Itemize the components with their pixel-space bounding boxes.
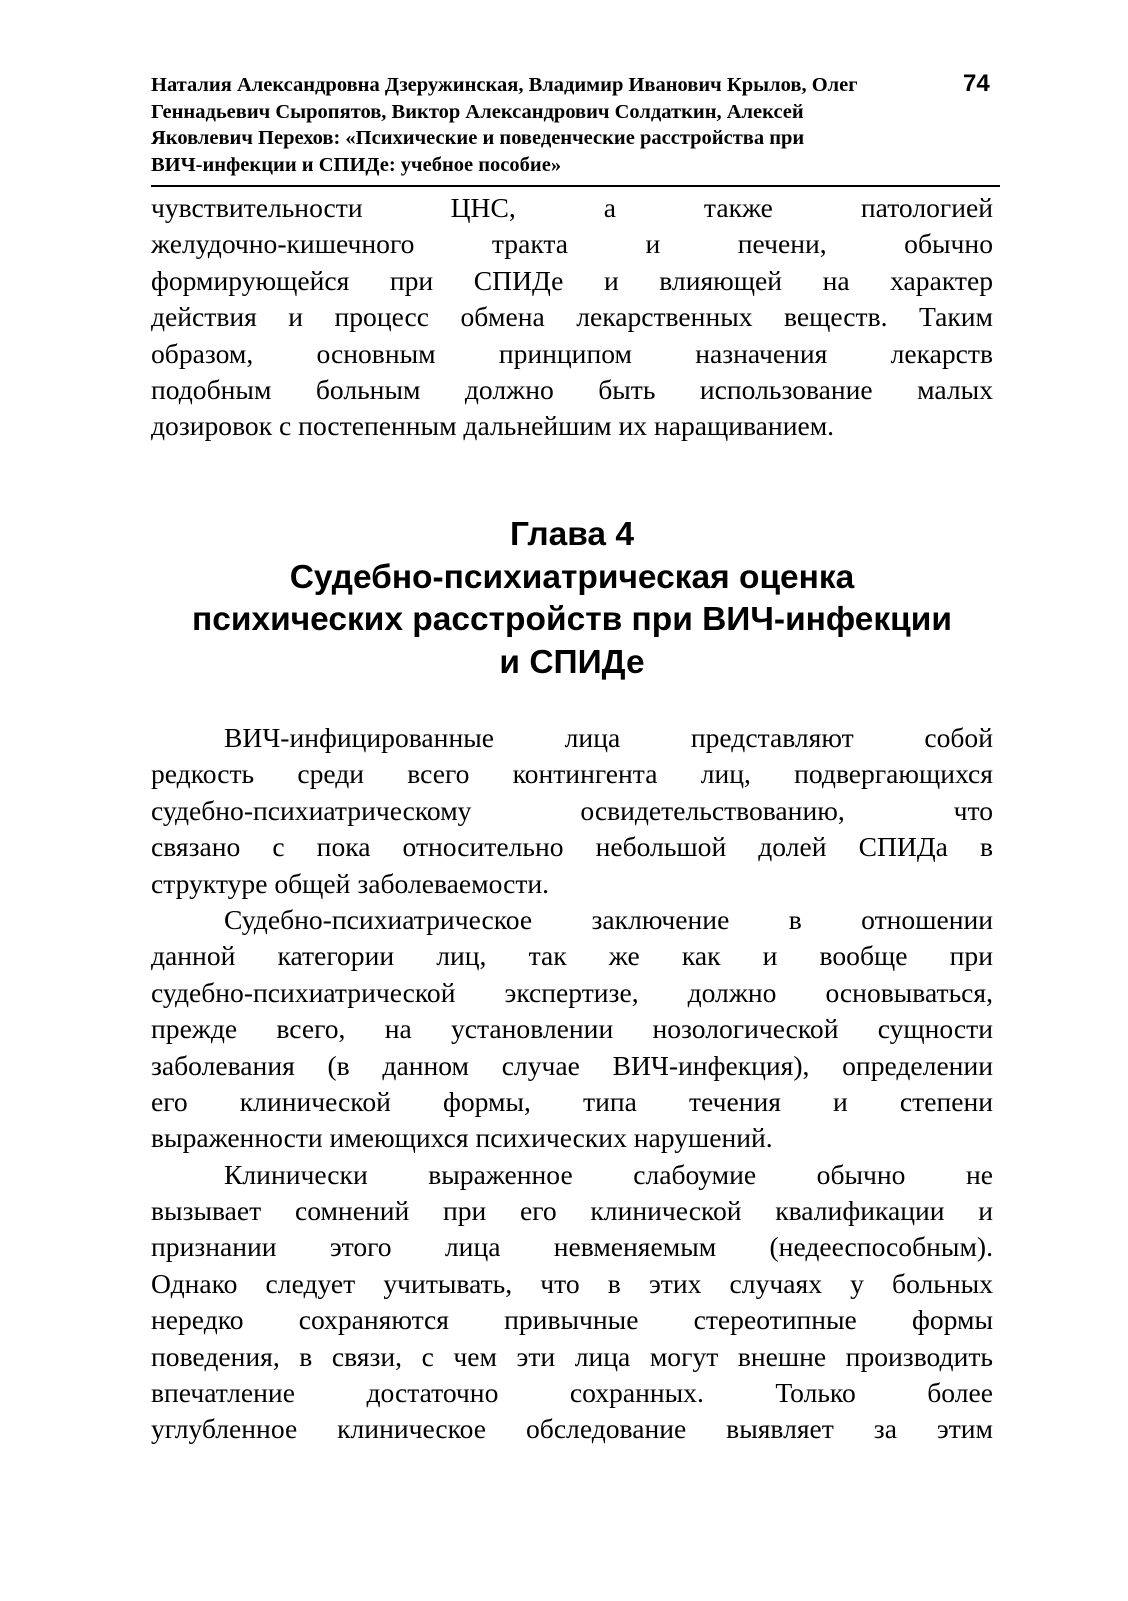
text-line: связано с пока относительно небольшой долей СПИДа в	[151, 831, 993, 863]
text-line: данной категории лиц, так же как и вообще при	[151, 940, 993, 972]
text-line: прежде всего, на установлении нозологической сущности	[151, 1013, 993, 1045]
text-line: признании этого лица невменяемым (недееспособным).	[151, 1231, 993, 1263]
text-line: ВИЧ-инфицированные лица представляют собой	[224, 722, 993, 753]
header-line: ВИЧ-инфекции и СПИДе: учебное пособие»	[151, 153, 562, 176]
chapter-title-line: и СПИДе	[499, 643, 645, 681]
text-line: подобным больным должно быть использование малых	[151, 373, 993, 405]
text-line: заболевания (в данном случае ВИЧ-инфекция), определении	[151, 1049, 993, 1081]
text-line: желудочно-кишечного тракта и печени, обычно	[151, 228, 993, 260]
text-line: вызывает сомнений при его клинической квалификации и	[151, 1195, 993, 1227]
text-line: его клинической формы, типа течения и степени	[151, 1085, 993, 1117]
text-line: структуре общей заболеваемости.	[151, 867, 550, 899]
text-line: действия и процесс обмена лекарственных веществ. Таким	[151, 301, 993, 333]
text-line: выраженности имеющихся психических нарушений.	[151, 1122, 773, 1154]
running-header	[151, 72, 941, 178]
chapter-number: Глава 4	[510, 516, 634, 553]
header-line: Геннадьевич Сыропятов, Виктор Александрович Солдаткин, Алексей	[151, 100, 804, 123]
header-line: Наталия Александровна Дзеружинская, Владимир Иванович Крылов, Олег	[151, 74, 858, 96]
text-line: Однако следует учитывать, что в этих случаях у больных	[151, 1267, 993, 1299]
text-line: нередко сохраняются привычные стереотипные формы	[151, 1304, 993, 1336]
text-line: впечатление достаточно сохранных. Только более	[151, 1377, 993, 1409]
chapter-title-line: Судебно-психиатрическая оценка	[289, 558, 855, 596]
text-line: Судебно-психиатрическое заключение в отношении	[224, 903, 993, 935]
paragraph-continued	[151, 190, 993, 445]
chapter-body	[151, 720, 993, 1448]
text-line: судебно-психиатрической экспертизе, должно основываться,	[151, 976, 993, 1008]
text-line: образом, основным принципом назначения лекарств	[151, 337, 993, 369]
text-line: формирующейся при СПИДе и влияющей на характер	[151, 264, 993, 296]
text-line: углубленное клиническое обследование выявляет за этим	[151, 1413, 993, 1445]
text-line: редкость среди всего контингента лиц, подвергающихся	[151, 758, 993, 790]
text-line: поведения, в связи, с чем эти лица могут внешне производить	[151, 1340, 993, 1372]
chapter-heading	[140, 514, 1004, 684]
header-line: Яковлевич Перехов: «Психические и поведенческие расстройства при	[151, 127, 805, 149]
header-divider	[151, 185, 1000, 187]
text-line: Клинически выраженное слабоумие обычно не	[224, 1158, 993, 1190]
text-line: дозировок с постепенным дальнейшим их наращиванием.	[151, 410, 835, 442]
text-line: судебно-психиатрическому освидетельствованию, что	[151, 794, 993, 826]
chapter-title-line: психических расстройств при ВИЧ-инфекции	[192, 601, 952, 638]
page-number: 74	[963, 70, 990, 97]
text-line: чувствительности ЦНС, а также патологией	[151, 192, 993, 223]
